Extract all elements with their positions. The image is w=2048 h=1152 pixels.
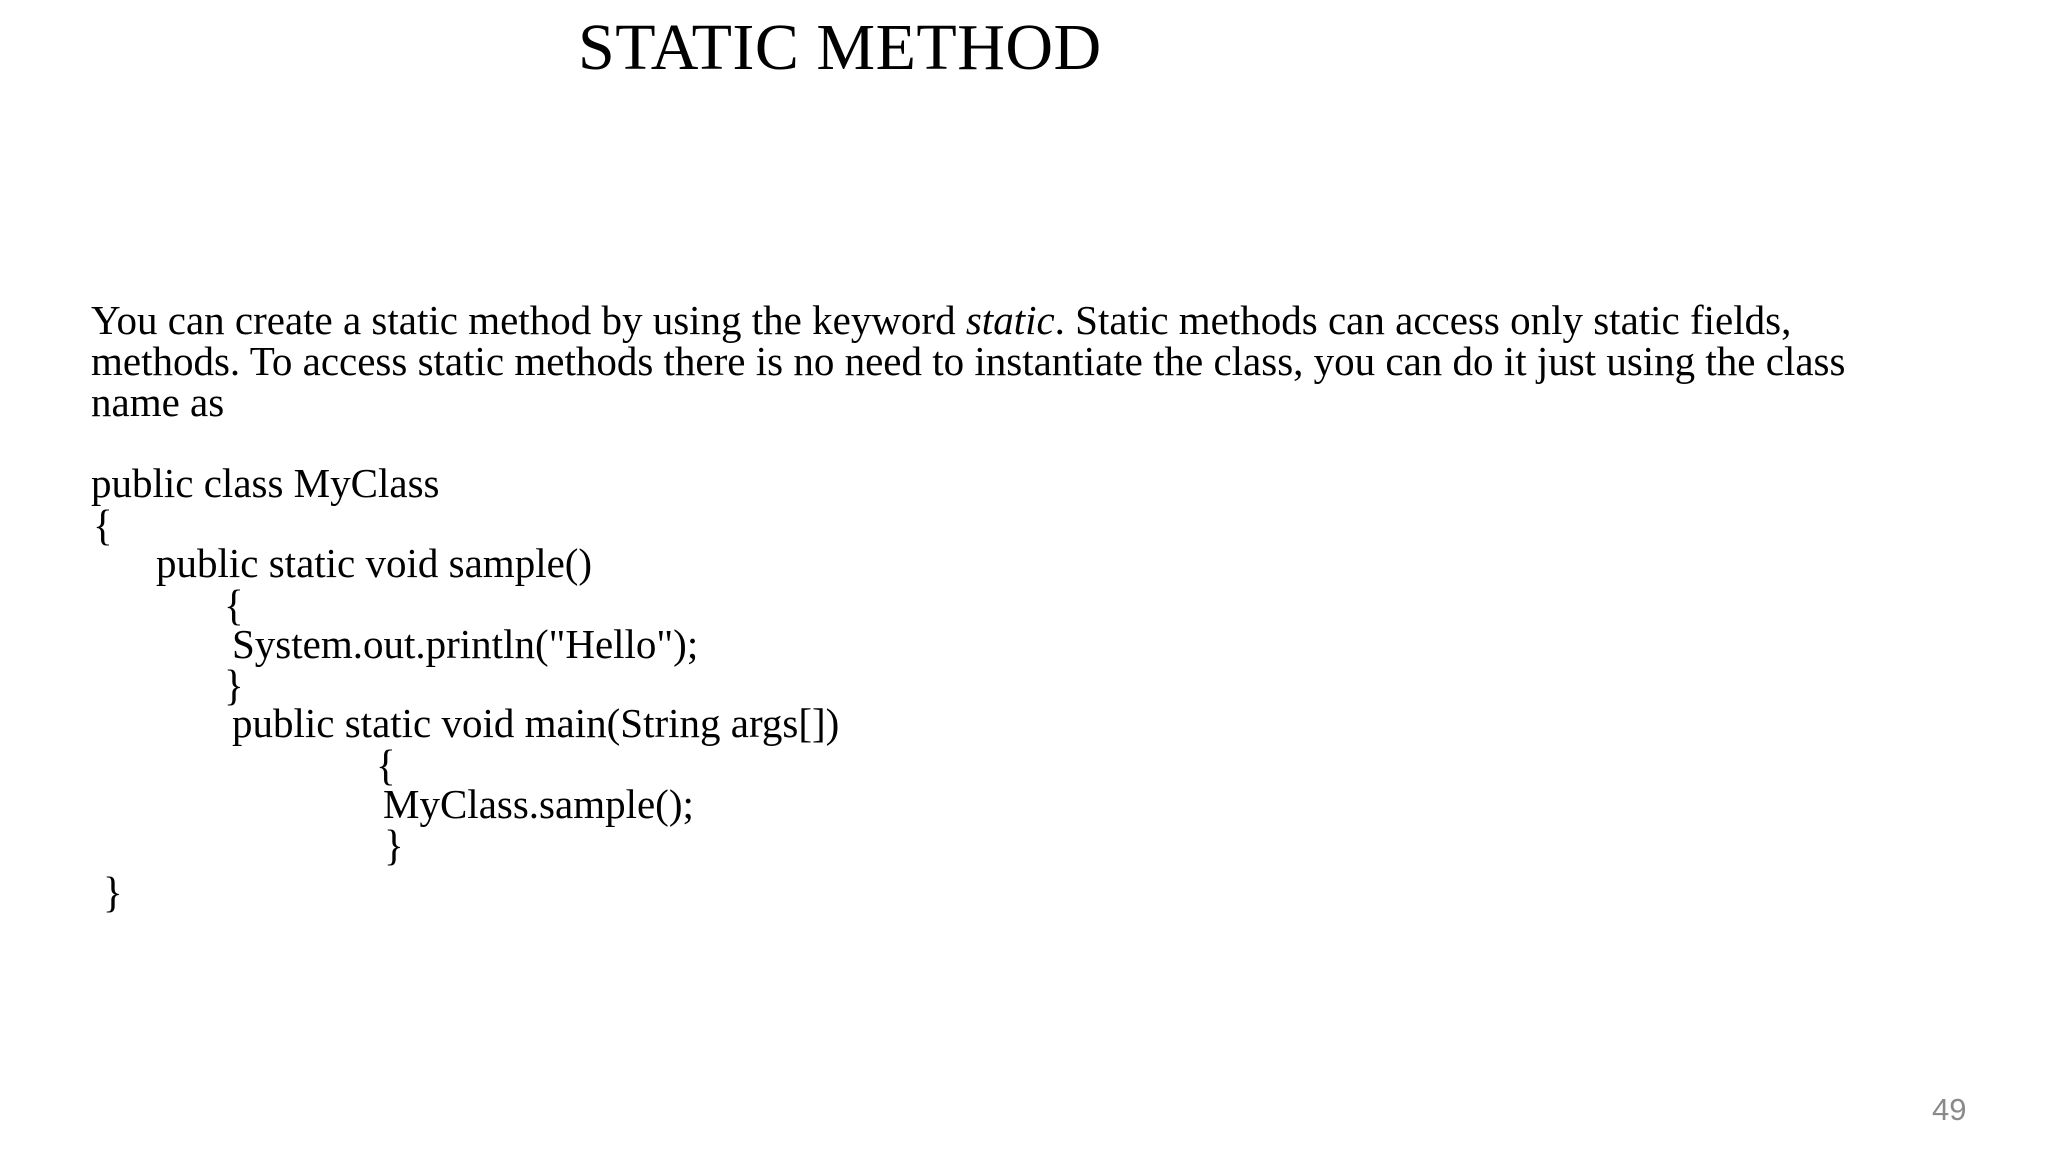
code-main-open-brace: { (376, 740, 396, 790)
code-sample-body: System.out.println("Hello"); (232, 621, 699, 667)
code-sample-close-brace: } (224, 660, 244, 710)
slide-title: STATIC METHOD (578, 11, 1102, 84)
code-main-body: MyClass.sample(); (383, 781, 694, 827)
intro-line-2: methods. To access static methods there is no need to instantiate the class, you can do it just using the class (91, 338, 1846, 384)
intro-paragraph (91, 297, 1991, 425)
code-main-close-brace: } (384, 820, 404, 870)
intro-line-1-end: . Static methods can access only static fields, (1054, 297, 1792, 343)
intro-line-3: name as (91, 379, 225, 425)
static-keyword: static (965, 297, 1055, 343)
intro-line-1 (91, 297, 1991, 343)
code-class-close-brace: } (103, 867, 123, 917)
code-sample-open-brace: { (224, 580, 244, 630)
code-main-declaration: public static void main(String args[]) (232, 700, 840, 746)
intro-line-1-start: You can create a static method by using the keyword (91, 297, 966, 343)
code-class-declaration: public class MyClass (91, 460, 440, 506)
code-class-open-brace: { (93, 500, 113, 550)
page-number: 49 (1932, 1092, 1967, 1127)
code-sample-declaration: public static void sample() (156, 540, 593, 586)
